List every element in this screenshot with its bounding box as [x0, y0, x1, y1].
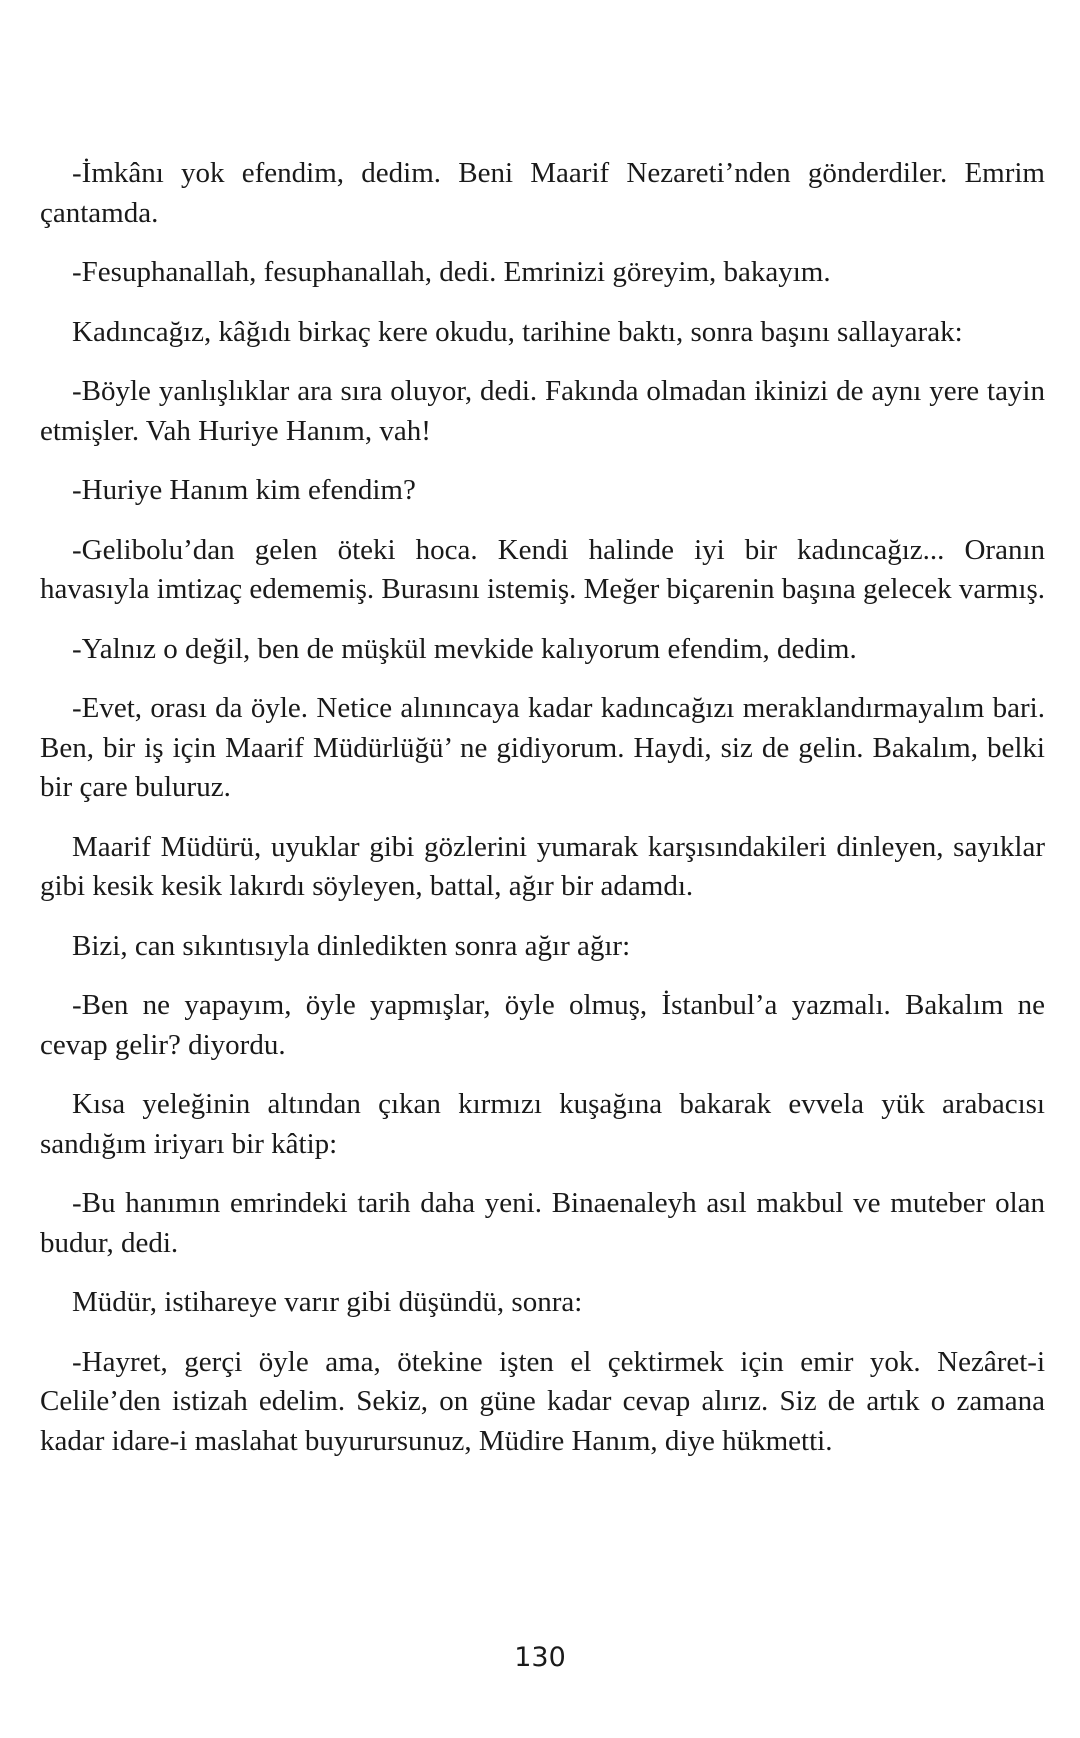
paragraph: Bizi, can sıkıntısıyla dinledikten sonra ağır ağır: [72, 929, 631, 962]
paragraph: -İmkânı yok efendim, dedim. Beni Maarif Nezareti’nden gönderdiler. Emrim çantamda. [40, 157, 1045, 229]
paragraph: -Böyle yanlışlıklar ara sıra oluyor, dedi. Fakında olmadan ikinizi de aynı yere tayin etmişler. Vah Huriye Hanım, vah! [40, 375, 1045, 447]
page-body [40, 154, 1045, 1481]
paragraph: -Bu hanımın emrindeki tarih daha yeni. Binaenaleyh asıl makbul ve muteber olan budur, dedi. [40, 1187, 1045, 1259]
paragraph: -Hayret, gerçi öyle ama, ötekine işten el çektirmek için emir yok. Nezâret-i Celile’den istizah edelim. Sekiz, on güne kadar cevap alırız. Siz de artık o zamana kadar idare-i maslahat buyurursunuz, Müdire Hanım, diye hükmetti. [40, 1345, 1045, 1457]
paragraph: -Yalnız o değil, ben de müşkül mevkide kalıyorum efendim, dedim. [72, 632, 857, 665]
paragraph: -Evet, orası da öyle. Netice alınıncaya kadar kadıncağızı meraklandırmayalım bari. Ben, bir iş için Maarif Müdürlüğü’ ne gidiyorum. Haydi, siz de gelin. Bakalım, belki bir çare buluruz. [40, 692, 1045, 803]
page-number: 130 [514, 1642, 566, 1673]
paragraph: -Ben ne yapayım, öyle yapmışlar, öyle olmuş, İstanbul’a yazmalı. Bakalım ne cevap gelir? diyordu. [40, 989, 1045, 1061]
paragraph: Kadıncağız, kâğıdı birkaç kere okudu, tarihine baktı, sonra başını sallayarak: [72, 315, 963, 348]
paragraph: -Fesuphanallah, fesuphanallah, dedi. Emrinizi göreyim, bakayım. [72, 256, 831, 288]
paragraph: -Gelibolu’dan gelen öteki hoca. Kendi halinde iyi bir kadıncağız... Oranın havasıyla imtizaç edememiş. Burasını istemiş. Meğer biçarenin başına gelecek varmış. [40, 533, 1046, 605]
paragraph: Kısa yeleğinin altından çıkan kırmızı kuşağına bakarak evvela yük arabacısı sandığım iriyarı bir kâtip: [40, 1088, 1045, 1160]
paragraph: Maarif Müdürü, uyuklar gibi gözlerini yumarak karşısındakileri dinleyen, sayıklar gibi kesik kesik lakırdı söyleyen, battal, ağır bir adamdı. [40, 830, 1045, 902]
paragraph: Müdür, istihareye varır gibi düşündü, sonra: [72, 1286, 583, 1318]
paragraph: -Huriye Hanım kim efendim? [72, 474, 416, 506]
